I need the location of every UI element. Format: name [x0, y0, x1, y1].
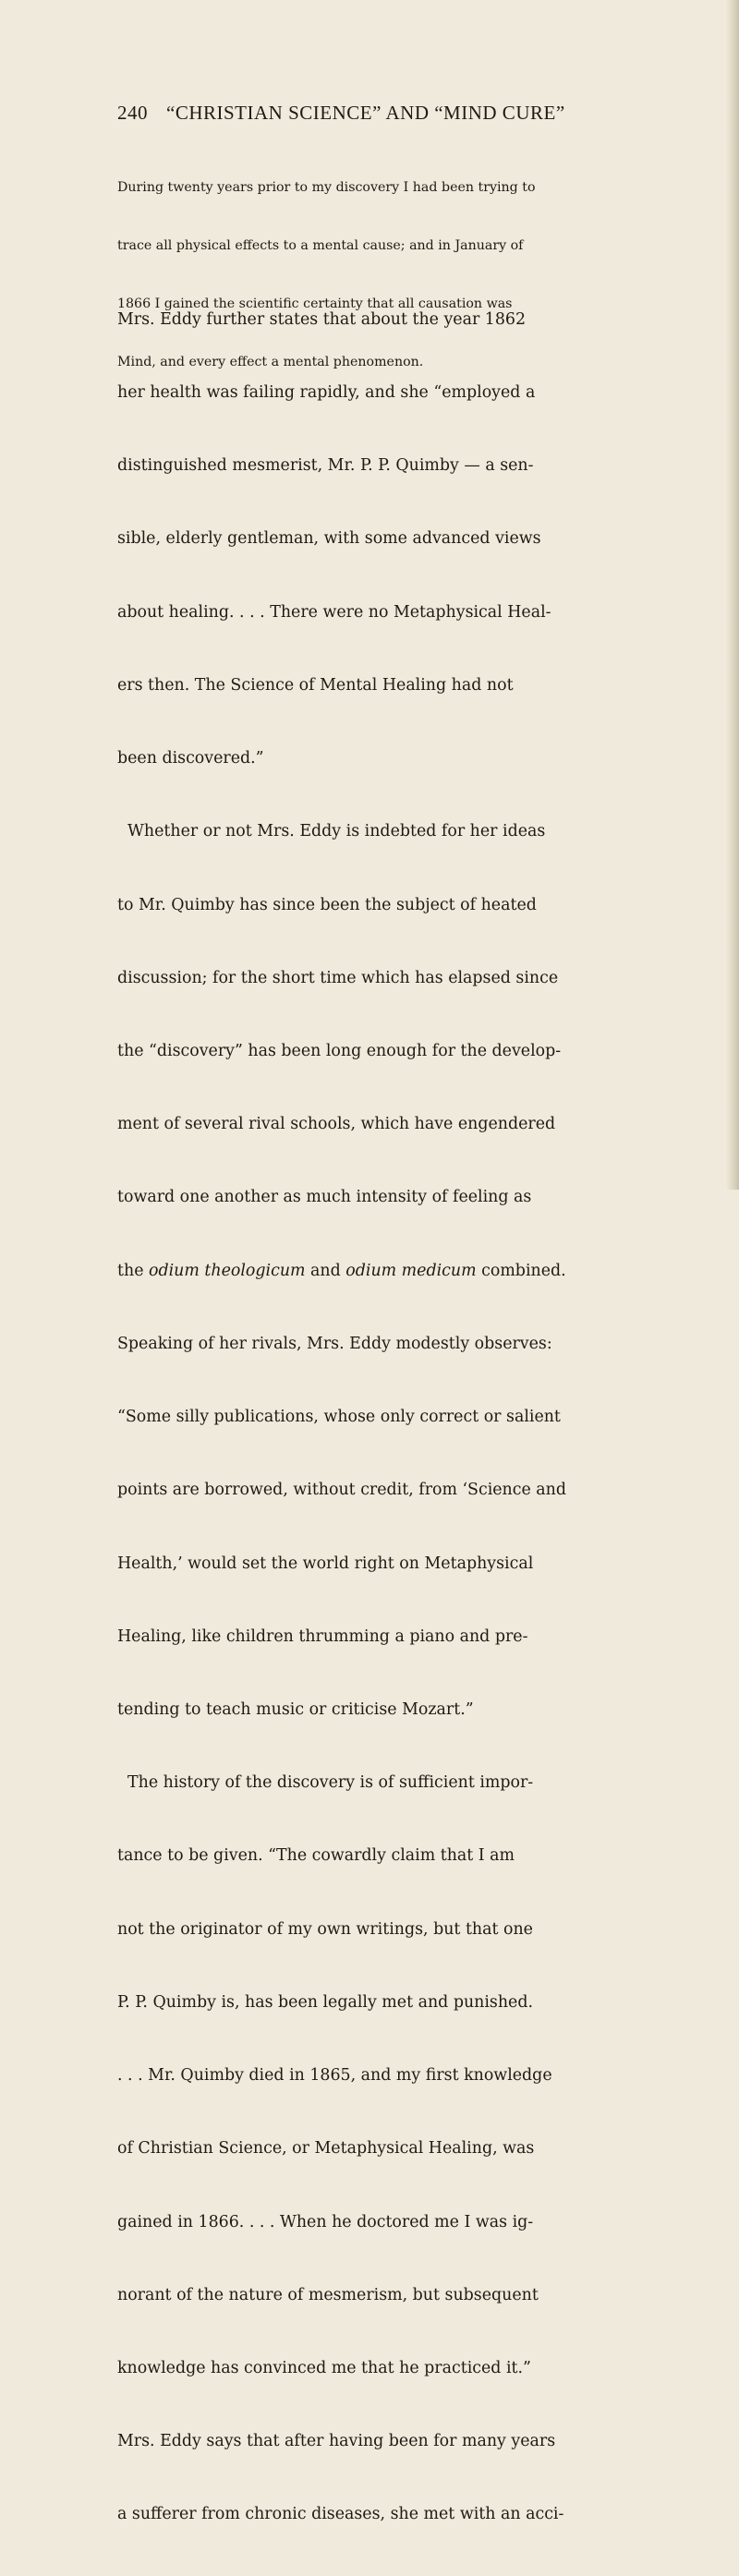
extract-line: Mind, and every effect a mental phenomenon.: [117, 355, 424, 369]
body-line: points are borrowed, without credit, from ‘Science and: [117, 1481, 567, 1500]
page-number: 240: [117, 102, 148, 124]
body-line: . . . Mr. Quimby died in 1865, and my first knowledge: [117, 2066, 552, 2086]
body-line: her health was failing rapidly, and she “employed a: [117, 383, 536, 403]
running-header: [117, 102, 690, 125]
body-line: norant of the nature of mesmerism, but subsequent: [117, 2285, 539, 2304]
body-line: Healing, like children thrumming a piano and pre-: [117, 1627, 528, 1646]
body-line: about healing. . . . There were no Metaphysical Heal-: [117, 602, 551, 622]
body-line: not the originator of my own writings, but that one: [117, 1919, 533, 1939]
extract-line: trace all physical effects to a mental cause; and in January of: [117, 238, 524, 253]
body-line: Health,’ would set the world right on Metaphysical: [117, 1554, 534, 1573]
body-line: a sufferer from chronic diseases, she met with an acci-: [117, 2505, 564, 2524]
body-line: the odium theologicum and odium medicum combined.: [117, 1261, 566, 1280]
body-line: toward one another as much intensity of feeling as: [117, 1188, 532, 1207]
body-line: Mrs. Eddy further states that about the year 1862: [117, 309, 527, 329]
body-line: Speaking of her rivals, Mrs. Eddy modestly observes:: [117, 1334, 552, 1353]
body-line: gained in 1866. . . . When he doctored me I was ig-: [117, 2212, 534, 2231]
body-line: of Christian Science, or Metaphysical Healing, was: [117, 2139, 535, 2159]
extract-line: 1866 I gained the scientific certainty that all causation was: [117, 296, 513, 311]
body-text: [117, 259, 709, 2576]
body-line: knowledge has convinced me that he practiced it.”: [117, 2358, 531, 2377]
body-line: discussion; for the short time which has elapsed since: [117, 968, 559, 987]
extract-line: During twenty years prior to my discovery I had been trying to: [117, 180, 536, 195]
body-line: tance to be given. “The cowardly claim that I am: [117, 1846, 515, 1866]
running-title: “CHRISTIAN SCIENCE” AND “MIND CURE”: [166, 102, 565, 124]
body-line: The history of the discovery is of sufficient impor-: [117, 1773, 534, 1793]
body-line: to Mr. Quimby has since been the subject of heated: [117, 895, 537, 914]
body-line: Mrs. Eddy says that after having been for many years: [117, 2432, 556, 2451]
body-line: “Some silly publications, whose only correct or salient: [117, 1408, 561, 1427]
page-edge-shadow: [726, 0, 739, 1190]
body-line: ment of several rival schools, which have engendered: [117, 1115, 556, 1134]
body-line: sible, elderly gentleman, with some advanced views: [117, 529, 541, 549]
body-line: tending to teach music or criticise Mozart.”: [117, 1699, 474, 1719]
body-line: been discovered.”: [117, 749, 264, 768]
body-line: P. P. Quimby is, has been legally met and punished.: [117, 1992, 533, 2012]
body-line: distinguished mesmerist, Mr. P. P. Quimby — a sen-: [117, 456, 534, 476]
body-line: Whether or not Mrs. Eddy is indebted for her ideas: [117, 822, 546, 841]
body-line: the “discovery” has been long enough for the develop-: [117, 1042, 562, 1060]
body-line: ers then. The Science of Mental Healing had not: [117, 675, 514, 695]
